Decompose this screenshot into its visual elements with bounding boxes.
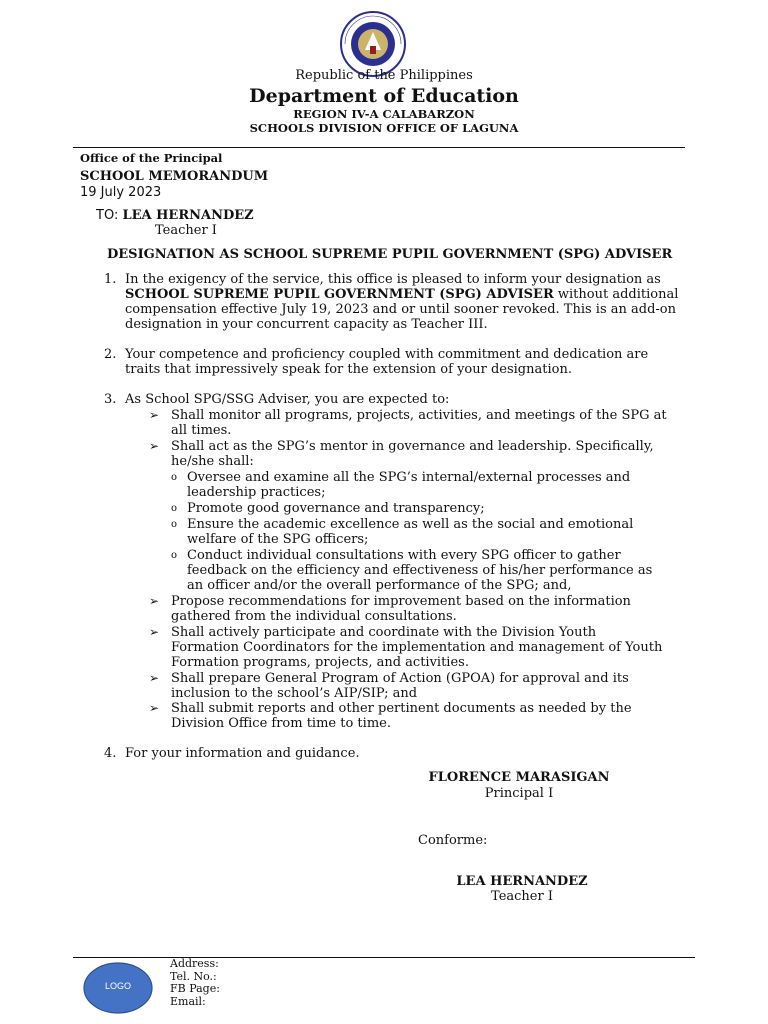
arrow-bullet-icon: ➢ [149,701,160,715]
arrow-bullet-icon: ➢ [149,408,160,422]
sub-bullet-icon: o [171,550,178,561]
paragraph-line: traits that impressively speak for the extension of your designation. [125,362,572,377]
paragraph-line: designation in your concurrent capacity as Teacher III. [125,317,488,332]
republic-line: Republic of the Philippines [295,68,473,83]
to-position: Teacher I [155,223,217,238]
bullet-line: gathered from the individual consultations. [171,609,457,624]
memo-title: SCHOOL MEMORANDUM [80,169,269,184]
department-title: Department of Education [249,85,519,107]
sub-bullet-icon: o [171,472,178,483]
signatory-name: FLORENCE MARASIGAN [428,770,610,785]
to-name: LEA HERNANDEZ [122,208,254,223]
designation-emphasis: SCHOOL SUPREME PUPIL GOVERNMENT (SPG) ADVISER [125,287,554,302]
footer-tel: Tel. No.: [170,969,217,983]
bullet-line: Shall monitor all programs, projects, activities, and meetings of the SPG at [171,408,667,423]
bullet-line: Formation Coordinators for the implementation and management of Youth [171,640,663,655]
header-divider [73,147,685,148]
item-number: 3. [104,392,117,407]
bullet-line: Shall submit reports and other pertinent documents as needed by the [171,701,632,716]
paragraph-line: Your competence and proficiency coupled with commitment and dedication are [125,347,649,362]
item-number: 4. [104,746,117,761]
arrow-bullet-icon: ➢ [149,671,160,685]
bullet-line: Shall prepare General Program of Action (GPOA) for approval and its [171,671,629,686]
signatory-position: Principal I [484,786,554,801]
footer-email: Email: [170,994,206,1008]
item-number: 2. [104,347,117,362]
office-label: Office of the Principal [80,151,223,165]
sub-bullet-icon: o [171,519,178,530]
region-line: REGION IV-A CALABARZON [293,107,475,121]
paragraph-line-rest: without additional [553,287,679,302]
paragraph-line: compensation effective July 19, 2023 and or until sooner revoked. This is an add-on [125,302,677,317]
sub-bullet-line: welfare of the SPG officers; [187,532,369,547]
bullet-line: inclusion to the school’s AIP/SIP; and [171,686,418,701]
division-line: SCHOOLS DIVISION OFFICE OF LAGUNA [249,121,519,135]
footer-logo [82,961,154,1015]
sub-bullet-line: leadership practices; [187,485,326,500]
sub-bullet-line: Ensure the academic excellence as well as the social and emotional [187,517,634,532]
conforme-position: Teacher I [491,889,553,904]
paragraph-line: In the exigency of the service, this office is pleased to inform your designation as [125,272,661,287]
arrow-bullet-icon: ➢ [149,439,160,453]
item-number: 1. [104,272,117,287]
bullet-line: Shall actively participate and coordinate with the Division Youth [171,625,597,640]
sub-bullet-icon: o [171,503,178,514]
arrow-bullet-icon: ➢ [149,594,160,608]
sub-bullet-line: Conduct individual consultations with every SPG officer to gather [187,548,621,563]
logo-text: LOGO [104,981,131,991]
sub-bullet-line: an officer and/or the overall performance of the SPG; and, [187,578,572,593]
sub-bullet-line: Oversee and examine all the SPG’s internal/external processes and [187,470,631,485]
conforme-label: Conforme: [418,833,488,848]
to-block [96,208,254,223]
footer-address: Address: [170,957,219,970]
to-label: TO: [96,208,119,223]
bullet-line: Division Office from time to time. [171,716,391,731]
arrow-bullet-icon: ➢ [149,625,160,639]
sub-bullet-line: feedback on the efficiency and effectiveness of his/her performance as [187,563,653,578]
bullet-line: he/she shall: [171,454,254,469]
bullet-line: all times. [171,423,232,438]
conforme-name: LEA HERNANDEZ [456,874,588,889]
bullet-line: Propose recommendations for improvement based on the information [171,594,631,609]
footer-fb: FB Page: [170,982,220,995]
footer-contact [170,958,220,1008]
bullet-line: Formation programs, projects, and activities. [171,655,469,670]
paragraph-line: For your information and guidance. [125,746,360,761]
subject-line: DESIGNATION AS SCHOOL SUPREME PUPIL GOVERNMENT (SPG) ADVISER [107,247,673,262]
paragraph-line: As School SPG/SSG Adviser, you are expected to: [125,392,450,407]
bullet-line: Shall act as the SPG’s mentor in governance and leadership. Specifically, [171,439,654,454]
sub-bullet-line: Promote good governance and transparency; [187,501,485,516]
footer-divider [73,957,695,958]
memo-date: 19 July 2023 [80,185,162,200]
paragraph-line [125,287,678,302]
